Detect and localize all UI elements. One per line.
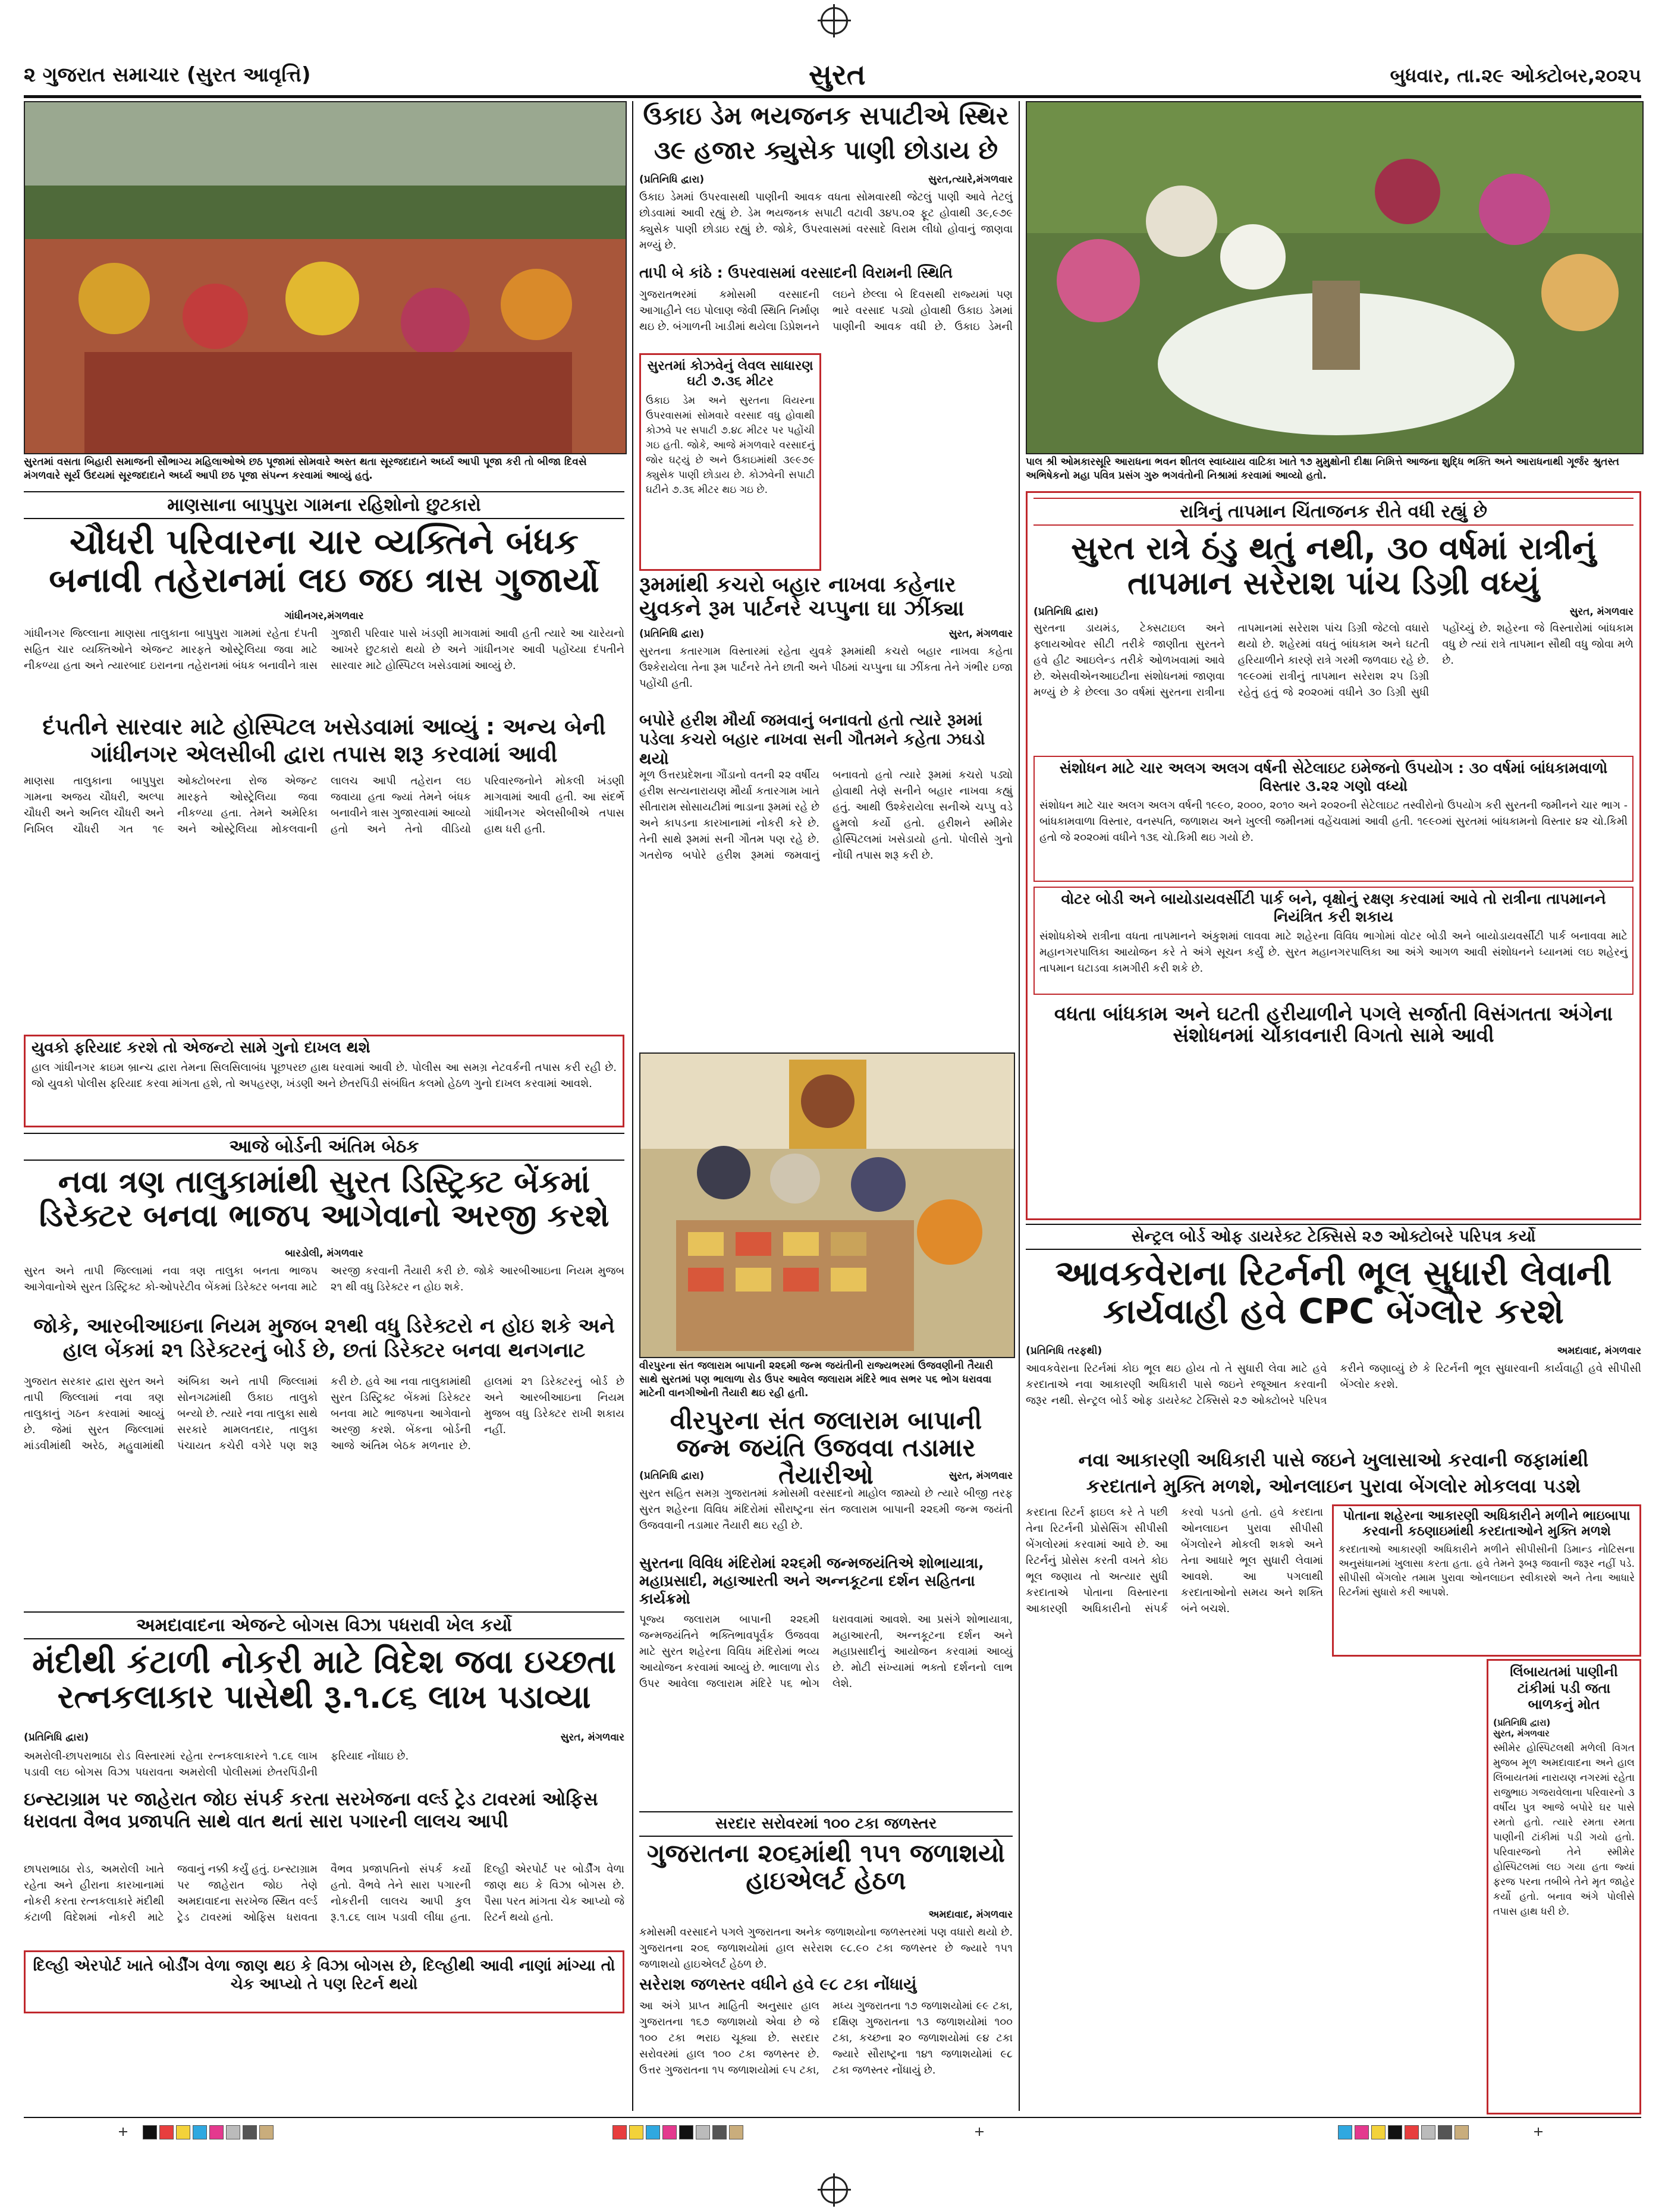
swatch xyxy=(612,2125,627,2139)
color-bar-center xyxy=(612,2125,743,2139)
chaudhary-dateline-row xyxy=(24,610,624,622)
chaudhary-subhead: દંપતીને સારવાર માટે હોસ્પિટલ ખસેડવામાં આવ્યું : અન્ય બેની ગાંધીનગર એલસીબી દ્વારા તપાસ શરૂ કરવામાં આવી xyxy=(42,714,606,767)
night-body: સુરતના ડાયમંડ, ટેક્સટાઇલ અને ફ્લાયઓવર સીટી તરીકે જાણીતા સુરતને હવે હીટ આઇલેન્ડ તરીકે ઓળખવામાં આવે છે. એસવીએનઆઇટીના સંશોધનમાં જાણવા મળ્યું છે કે છેલ્લા ૩૦ વર્ષમાં સુરતના રાત્રીના તાપમાનમાં સરેરાશ પાંચ ડિગ્રી જેટલો વધારો થયો છે. શહેરમાં વધતું બાંધકામ અને ઘટતી હરિયાળીને કારણે રાત્રે ગરમી જળવાઇ રહે છે. ૧૯૯૦માં રાત્રીનું તાપમાન સરેરાશ ૨૫ ડિગ્રી રહેતું હતું જે ૨૦૨૦માં વધીને ૩૦ ડિગ્રી સુધી પહોંચ્યું છે. શહેરના જે વિસ્તારોમાં બાંધકામ વધુ છે ત્યાં રાત્રે તાપમાન સૌથી વધુ જોવા મળે છે. xyxy=(1033,621,1633,699)
cbdt-headline: આવકવેરાના રિટર્નની ભૂલ સુધારી લેવાની કાર્યવાહી હવે CPC બેંગ્લોર કરશે xyxy=(1055,1253,1612,1331)
swatch xyxy=(1438,2125,1452,2139)
swatch xyxy=(176,2125,190,2139)
swatch xyxy=(243,2125,257,2139)
ukai-byline xyxy=(639,174,1013,186)
swatch xyxy=(629,2125,643,2139)
swatch xyxy=(259,2125,274,2139)
cbdt-byline-source: (પ્રતિનિધિ તરફથી) xyxy=(1026,1345,1102,1357)
visa-byline-source: (પ્રતિનિધિ દ્વારા) xyxy=(24,1732,89,1743)
jalaram-temple-photo xyxy=(639,1052,1015,1358)
diksha-ceremony-photo xyxy=(1026,101,1644,454)
cbdt-box-title: પોતાના શહેરના આકારણી અધિકારીને મળીને ભાઇબાપા કરવાની કઠણાઇમાંથી કરદાતાઓને મુક્તિ મળશે xyxy=(1343,1509,1631,1539)
chhath-puja-image xyxy=(25,102,626,453)
cbdt-intro: આવકવેરાના રિટર્નમાં કોઇ ભૂલ થઇ હોય તો તે સુધારી લેવા માટે હવે કરદાતાએ નવા આકારણી અધિકારી પાસે જઇને રજૂઆત કરવાની જરૂર નથી. સેન્ટ્રલ બોર્ડ ઓફ ડાયરેક્ટ ટેક્સિસે ૨૭ ઓક્ટોબરે પરિપત્ર કરીને જણાવ્યું છે કે રિટર્નની ભૂલ સુધારવાની કાર્યવાહી હવે સીપીસી બેંગ્લોર કરશે. xyxy=(1026,1362,1641,1407)
swatch xyxy=(712,2125,727,2139)
night-byline-source: (પ્રતિનિધિ દ્વારા) xyxy=(1033,605,1099,618)
cbdt-byline-place: અમદાવાદ, મંગળવાર xyxy=(1557,1345,1641,1357)
ukai-byline-place: સુરત,ત્યારે,મંગળવાર xyxy=(928,174,1013,186)
tank-byline xyxy=(1488,1717,1639,1739)
tank-byline-place: સુરત, મંગળવાર xyxy=(1493,1727,1550,1739)
swatch xyxy=(679,2125,693,2139)
chaudhary-intro: ગાંધીનગર જિલ્લાના માણસા તાલુકાના બાપુપુરા ગામમાં રહેતા દંપતી સહિત ચાર વ્યક્તિઓને એજન્ટ મારફતે ઓસ્ટ્રેલિયા જવા માટે નીકળ્યા હતા અને ત્યારબાદ ઇરાનના તહેરાનમાં બંધક બનાવીને ત્રાસ ગુજારી પરિવાર પાસે ખંડણી માગવામાં આવી હતી ત્યારે આ ચારેયનો આખરે છુટકારો થયો છે અને ગાંધીનગર આવી પહોંચ્યા દંપતીને સારવાર માટે હોસ્પિટલ ખસેડવામાં આવ્યું છે. xyxy=(24,627,624,672)
night-kicker: રાત્રિનું તાપમાન ચિંતાજનક રીતે વધી રહ્યું છે xyxy=(1033,498,1633,526)
visa-kicker: અમદાવાદના એજન્ટે બોગસ વિઝા પધરાવી ખેલ કર્યો xyxy=(24,1611,624,1639)
visa-headline: મંદીથી કંટાળી નોકરી માટે વિદેશ જવા ઇચ્છતા રત્નકલાકાર પાસેથી રૂ.૧.૮૬ લાખ પડાવ્યા xyxy=(32,1643,616,1716)
room-intro: સુરતના કતારગામ વિસ્તારમાં રહેતા યુવકે રૂમમાંથી કચરો બહાર નાખવા કહેતા ઉશ્કેરાયેલા તેના રૂમ પાર્ટનરે તેને છાતી અને પીઠમાં ચપ્પુના ઘા ઝીંકતા તેને ગંભીર ઇજા પહોંચી હતી. xyxy=(639,645,1013,690)
cbdt-subhead-1: નવા આકારણી અધિકારી પાસે જઇને ખુલાસાઓ કરવાની જફામાંથી xyxy=(1078,1449,1589,1471)
swatch xyxy=(1421,2125,1435,2139)
causeway-box-title: સુરતમાં કોઝવેનું લેવલ સાધારણ ઘટી ૭.૩૬ મીટર xyxy=(647,359,813,389)
ukai-body: ગુજરાતભરમાં કમોસમી વરસાદની આગાહીને લઇ પોલાણ જેવી સ્થિતિ નિર્માણ થઇ છે. બંગાળની ખાડીમાં થયેલા ડિપ્રેશનને લઇને છેલ્લા બે દિવસથી રાજ્યમાં પણ ભારે વરસાદ પડ્યો હોવાથી ઉકાઇ ડેમમાં પાણીની આવક વધી છે. ઉકાઇ ડેમની xyxy=(639,288,1013,333)
room-headline: રૂમમાંથી કચરો બહાર નાખવા કહેનાર યુવકને રૂમ પાર્ટનરે ચપ્પુના ઘા ઝીંક્યા xyxy=(639,573,965,621)
room-byline-source: (પ્રતિનિધિ દ્વારા) xyxy=(639,628,705,640)
cbdt-box-body: કરદાતાઓ આકારણી અધિકારીને મળીને સીપીસીની ડિમાન્ડ નોટિસના અનુસંધાનમાં ખુલાસા કરતા હતા. હવે તેમને રૂબરૂ જવાની જરૂર નહીં પડે. સીપીસી બેંગલોર તમામ પુરાવા ઓનલાઇન સ્વીકારશે અને તેના આધારે રિટર્નમાં સુધારો કરી આપશે. xyxy=(1339,1543,1635,1598)
tank-body: સ્મીમેર હોસ્પિટલથી મળેલી વિગત મુજબ મૂળ અમદાવાદના અને હાલ લિંબાયતમાં નારાયણ નગરમાં રહેતા રાજુભાઇ ગજરાવેલાના પરિવારનો ૩ વર્ષીય પુત્ર આજે બપોરે ઘર પાસે રમતો હતો. ત્યારે રમતા રમતા પાણીની ટાંકીમાં પડી ગયો હતો. પરિવારજનો તેને સ્મીમેર હોસ્પિટલમાં લઇ ગયા હતા જ્યાં ફરજ પરના તબીબે તેને મૃત જાહેર કર્યો હતો. બનાવ અંગે પોલીસે તપાસ હાથ ધરી છે. xyxy=(1493,1742,1635,1918)
visa-subhead: ઇન્સ્ટાગ્રામ પર જાહેરાત જોઇ સંપર્ક કરતા સરખેજના વર્લ્ડ ટ્રેડ ટાવરમાં ઓફિસ ધરાવતા વૈભવ પ્રજાપતિ સાથે વાત થતાં સારા પગારની લાલચ આપી xyxy=(24,1789,598,1833)
swatch xyxy=(193,2125,207,2139)
dam-subhead: સરેરાશ જળસ્તર વધીને હવે ૯૮ ટકા નોંધાયું xyxy=(639,1975,917,1994)
register-cross xyxy=(1534,2128,1543,2136)
chhath-puja-photo xyxy=(24,101,627,454)
swatch xyxy=(1388,2125,1402,2139)
page-masthead xyxy=(24,59,1641,98)
room-subhead: બપોરે હરીશ મૌર્યા જમવાનું બનાવતો હતો ત્યારે રૂમમાં પડેલા કચરો બહાર નાખવા સની ગૌતમને કહેતા ઝઘડો થયો xyxy=(639,711,985,768)
swatch xyxy=(143,2125,157,2139)
chhath-puja-caption: સુરતમાં વસતા બિહારી સમાજની સૌભાગ્ય મહિલાઓએ છઠ પૂજામાં સોમવારે અસ્ત થતા સૂરજદાદાને અર્ઘ્ય આપી પૂજા કરી તો બીજા દિવસે મંગળવારે સૂર્ય ઉદયમાં સૂરજદાદાને અર્ઘ્ય આપી છઠ પૂજા સંપન્ન કરવામાં આવ્યું હતું. xyxy=(24,456,587,482)
cbdt-byline xyxy=(1026,1345,1641,1357)
swatch xyxy=(1371,2125,1386,2139)
jalaram-body: પૂજ્ય જલારામ બાપાની ૨૨૬મી જન્મજયંતિને ભક્તિભાવપૂર્વક ઉજવવા માટે સુરત શહેરના વિવિધ મંદિરોમાં ભવ્ય આયોજન કરવામાં આવ્યું છે. ભાલાળા રોડ ઉપર આવેલા જલારામ મંદિરે ૫૬ ભોગ ધરાવવામાં આવશે. આ પ્રસંગે શોભાયાત્રા, મહાઆરતી, અન્નકૂટના દર્શન અને મહાપ્રસાદીનું આયોજન કરવામાં આવ્યું છે. મોટી સંખ્યામાં ભક્તો દર્શનનો લાભ લેશે. xyxy=(639,1613,1013,1690)
ukai-headline: ઉકાઇ ડેમ ભયજનક સપાટીએ સ્થિર xyxy=(643,101,1009,130)
column-rule xyxy=(1019,101,1020,2111)
cbdt-kicker: સેન્ટ્રલ બોર્ડ ઓફ ડાયરેક્ટ ટેક્સિસે ૨૭ ઓક્ટોબરે પરિપત્ર કર્યો xyxy=(1026,1224,1641,1250)
chaudhary-body: માણસા તાલુકાના બાપુપુરા ગામના અજય ચૌધરી, અલ્પા ચૌધરી અને અનિલ ચૌધરી અને નિખિલ ચૌધરી ગત ૧૯ ઓક્ટોબરના રોજ એજન્ટ મારફતે ઓસ્ટ્રેલિયા જવા નીકળ્યા હતા. તેમને અમેરિકા અને ઓસ્ટ્રેલિયા મોકલવાની લાલચ આપી તહેરાન લઇ જવાયા હતા જ્યાં તેમને બંધક બનાવીને ત્રાસ ગુજારવામાં આવ્યો હતો અને તેનો વીડિયો પરિવારજનોને મોકલી ખંડણી માગવામાં આવી હતી. આ સંદર્ભે ગાંધીનગર એલસીબીએ તપાસ હાથ ધરી હતી. xyxy=(24,775,624,835)
swatch xyxy=(646,2125,660,2139)
jalaram-intro: સુરત સહિત સમગ્ર ગુજરાતમાં કમોસમી વરસાદનો માહોલ જામ્યો છે ત્યારે બીજી તરફ સુરત શહેરના વિવિધ મંદિરોમાં સૌરાષ્ટ્રના સંત જલારામ બાપાની ૨૨૬મી જન્મ જયંતી ઉજવવાની તડામાર તૈયારી થઇ રહી છે. xyxy=(639,1487,1013,1532)
dam-intro: કમોસમી વરસાદને પગલે ગુજરાતના અનેક જળાશયોના જળસ્તરમાં પણ વધારો થયો છે. ગુજરાતના ૨૦૬ જળાશયોમાં હાલ સરેરાશ ૯૮.૯૦ ટકા જળસ્તર છે જ્યારે ૧૫૧ જળાશયો હાઇએલર્ટ હેઠળ છે. xyxy=(639,1926,1013,1971)
visa-body-continued xyxy=(24,2016,624,2111)
visa-sidebar-box xyxy=(24,1950,624,2013)
night-footer-headline: વધતા બાંધકામ અને ઘટતી હરીયાળીને પગલે સર્જાતી વિસંગતતા અંગેના સંશોધનમાં ચોંકાવનારી વિગતો સામે આવી xyxy=(1054,1001,1613,1047)
tank-headline: લિંબાયતમાં પાણીની ટાંકીમાં પડી જતા બાળકનું મોત xyxy=(1510,1664,1618,1713)
ukai-byline-source: (પ્રતિનિધિ દ્વારા) xyxy=(639,174,705,186)
swatch xyxy=(1454,2125,1469,2139)
diksha-caption: પાલ શ્રી ઓમકારસૂરિ આરાધના ભવન શીતલ સ્વાધ્યાય વાટિકા ખાતે ૧૭ મુમુક્ષોની દીક્ષા નિમિત્તે આજના શુદ્ધિ ભક્તિ અને આરાધનાથી ગૂર્જર શ્રુતસ્ત અભિષેકનો મહા પવિત્ર પ્રસંગ ગુરુ ભગવંતોની નિશ્રામાં કરવામાં આવ્યો હતો. xyxy=(1026,456,1620,482)
jalaram-caption: વીરપુરના સંત જલારામ બાપાની ૨૨૬મી જન્મ જયંતીની રાજ્યભરમાં ઉજવણીની તૈયારી સાથે સુરતમાં પણ ભાલાળા રોડ ઉપર આવેલ જલારામ મંદિરે ભાવ સભર ૫૬ ભોગ ધરાવવા માટેની વાનગીઓની તૈયારી થઇ રહી હતી. xyxy=(639,1360,993,1399)
cbdt-sidebar-box xyxy=(1332,1504,1641,1657)
register-cross xyxy=(975,2128,984,2136)
dam-body: આ અંગે પ્રાપ્ત માહિતી અનુસાર હાલ ગુજરાતના ૧૬૭ જળાશયો એવા છે જે ૧૦૦ ટકા ભરાઇ ચૂક્યા છે. સરદાર સરોવરમાં હાલ ૧૦૦ ટકા જળસ્તર છે. ઉત્તર ગુજરાતના ૧૫ જળાશયોમાં ૯૫ ટકા, મધ્ય ગુજરાતના ૧૭ જળાશયોમાં ૯૯ ટકા, દક્ષિણ ગુજરાતના ૧૩ જળાશયોમાં ૧૦૦ ટકા, કચ્છના ૨૦ જળાશયોમાં ૯૪ ટકા જ્યારે સૌરાષ્ટ્રના ૧૪૧ જળાશયોમાં ૯૮ ટકા જળસ્તર નોંધાયું છે. xyxy=(639,2000,1013,2076)
visa-body: છાપરાભાઠા રોડ, અમરોલી ખાતે રહેતા અને હીરાના કારખાનામાં નોકરી કરતા રત્નકલાકારે મંદીથી કંટાળી વિદેશમાં નોકરી માટે જવાનું નક્કી કર્યું હતું. ઇન્સ્ટાગ્રામ પર જાહેરાત જોઇ તેણે અમદાવાદના સરખેજ સ્થિત વર્લ્ડ ટ્રેડ ટાવરમાં ઓફિસ ધરાવતા વૈભવ પ્રજાપતિનો સંપર્ક કર્યો હતો. વૈભવે તેને સારા પગારની નોકરીની લાલચ આપી કુલ રૂ.૧.૮૬ લાખ પડાવી લીધા હતા. દિલ્હી એરપોર્ટ પર બોર્ડીંગ વેળા જાણ થઇ કે વિઝા બોગસ છે. પૈસા પરત માંગતા ચેક આપ્યો જે રિટર્ન થયો હતો. xyxy=(24,1863,624,1924)
chaudhary-box-body: હાલ ગાંધીનગર ક્રાઇમ બ્રાન્ચ દ્વારા તેમના સિલસિલાબંધ પૂછપરછ હાથ ધરવામાં આવી છે. પોલીસ આ સમગ્ર નેટવર્કની તપાસ કરી રહી છે. જો યુવકો પોલીસ ફરિયાદ કરવા માંગતા હશે, તો અપહરણ, ખંડણી અને છેતરપિંડી સંબંધિત કલમો હેઠળ ગુનો દાખલ કરવામાં આવશે. xyxy=(32,1061,617,1091)
jalaram-temple-image xyxy=(640,1054,1014,1357)
swatch xyxy=(226,2125,240,2139)
swatch xyxy=(729,2125,743,2139)
night-research-title: સંશોધન માટે ચાર અલગ અલગ વર્ષની સેટેલાઇટ ઇમેજનો ઉપયોગ : ૩૦ વર્ષમાં બાંધકામવાળો વિસ્તાર ૩.૨૨ ગણો વધ્યો xyxy=(1059,759,1608,794)
ukai-headline-line2: ૩૯ હજાર ક્યુસેક પાણી છોડાય છે xyxy=(654,136,998,165)
chaudhary-headline: ચૌધરી પરિવારના ચાર વ્યક્તિને બંધક બનાવી તહેરાનમાં લઇ જઇ ત્રાસ ગુજાર્યો xyxy=(49,521,599,600)
color-bar-left xyxy=(143,2125,274,2139)
night-solution-box xyxy=(1033,887,1633,995)
swatch xyxy=(159,2125,174,2139)
bank-intro: સુરત અને તાપી જિલ્લામાં નવા ત્રણ તાલુકા બનતા ભાજપ આગેવાનોએ સુરત ડિસ્ટ્રિક્ટ કો-ઓપરેટીવ બેંકમાં ડિરેક્ટર બનવા માટે અરજી કરવાની તૈયારી કરી છે. જોકે આરબીઆઇના નિયમ મુજબ ૨૧ થી વધુ ડિરેક્ટર ન હોઇ શકે. xyxy=(24,1265,624,1293)
night-research-body: સંશોધન માટે ચાર અલગ અલગ વર્ષની ૧૯૯૦, ૨૦૦૦, ૨૦૧૦ અને ૨૦૨૦ની સેટેલાઇટ તસ્વીરોનો ઉપયોગ કરી સુરતની જમીનને ચાર ભાગ - બાંધકામવાળા વિસ્તાર, વનસ્પતિ, જળાશય અને ખુલ્લી જમીનમાં વહેંચવામાં આવી હતી. ૧૯૯૦માં સુરતમાં બાંધકામનો વિસ્તાર ૪૨ ચો.કિમી હતો જે ૨૦૨૦માં વધીને ૧૩૬ ચો.કિમી થઇ ગયો છે. xyxy=(1039,799,1628,844)
register-cross xyxy=(119,2128,127,2136)
chaudhary-box-title: યુવકો ફરિયાદ કરશે તો એજન્ટો સામે ગુનો દાખલ થશે xyxy=(32,1039,370,1057)
bank-headline: નવા ત્રણ તાલુકામાંથી સુરત ડિસ્ટ્રિક્ટ બેંકમાં ડિરેક્ટર બનવા ભાજપ આગેવાનો અરજી કરશે xyxy=(39,1164,610,1234)
diksha-ceremony-image xyxy=(1027,102,1642,453)
column-rule xyxy=(632,101,633,2111)
visa-byline xyxy=(24,1732,624,1743)
night-byline-place: સુરત, મંગળવાર xyxy=(1569,605,1633,618)
jalaram-headline: વીરપુરના સંત જલારામ બાપાની જન્મ જયંતિ ઉજવવા તડામાર તૈયારીઓ xyxy=(670,1406,982,1490)
tank-story-box xyxy=(1487,1659,1641,2114)
color-bar-right xyxy=(1338,2125,1469,2139)
night-solution-body: સંશોધકોએ રાત્રીના વધતા તાપમાનને અંકુશમાં લાવવા માટે શહેરના વિવિધ ભાગોમાં વોટર બોડી અને બાયોડાયવર્સીટી પાર્ક બનાવવા માટે મહાનગરપાલિકા આયોજન કરે તે અંગે સૂચન કર્યું છે. સુરત મહાનગરપાલિકા આ અંગે આગળ આવી સંશોધનને ધ્યાનમાં લઇ શહેરનું તાપમાન ઘટાડવા કામગીરી કરી શકે છે. xyxy=(1039,929,1628,975)
visa-box-title: દિલ્હી એરપોર્ટ ખાતે બોર્ડીંગ વેળા જાણ થઇ કે વિઝા બોગસ છે, દિલ્હીથી આવી નાણાં માંગ્યા તો ચેક આપ્યો તે પણ રિટર્ન થયો xyxy=(33,1957,615,1994)
causeway-box-body: ઉકાઇ ડેમ અને સુરતના વિયરના ઉપરવાસમાં સોમવારે વરસાદ વધુ હોવાથી કોઝવે પર સપાટી ૭.૪૮ મીટર પર પહોંચી ગઇ હતી. જોકે, આજે મંગળવારે વરસાદનું જોર ઘટ્યું છે અને ઉકાઇમાંથી ૩૯૯૭૯ ક્યુસેક પાણી છોડાય છે. કોઝવેની સપાટી ઘટીને ૭.૩૬ મીટર થઇ ગઇ છે. xyxy=(646,394,815,496)
dam-headline: ગુજરાતના ૨૦૬માંથી ૧૫૧ જળાશયો હાઇએલર્ટ હેઠળ xyxy=(646,1839,1006,1896)
swatch xyxy=(209,2125,224,2139)
ukai-subhead: તાપી બે કાંઠે : ઉપરવાસમાં વરસાદની વિરામની સ્થિતિ xyxy=(639,264,953,281)
swatch xyxy=(1338,2125,1352,2139)
night-solution-title: વોટર બોડી અને બાયોડાયવર્સીટી પાર્ક બને, વૃક્ષોનું રક્ષણ કરવામાં આવે તો રાત્રીના તાપમાનને નિયંત્રિત કરી શકાય xyxy=(1061,890,1606,925)
top-registration-mark xyxy=(821,7,848,34)
visa-intro: અમરોલી-છાપરાભાઠા રોડ વિસ્તારમાં રહેતા રત્નકલાકારને ૧.૮૬ લાખ પડાવી લઇ બોગસ વિઝા પધરાવતા અમરોલી પોલીસમાં છેતરપિંડીની ફરિયાદ નોંધાઇ છે. xyxy=(24,1750,409,1779)
night-research-box xyxy=(1033,756,1633,882)
bank-dateline: બારડોલી, મંગળવાર xyxy=(285,1248,363,1259)
jalaram-byline-source: (પ્રતિનિધિ દ્વારા) xyxy=(639,1470,705,1482)
masthead-paper-name: ૨ ગુજરાત સમાચાર (સુરત આવૃત્તિ) xyxy=(24,63,311,87)
jalaram-byline xyxy=(639,1470,1013,1482)
dam-dateline-row xyxy=(639,1909,1013,1921)
masthead-section: સુરત xyxy=(809,58,866,92)
bank-body: ગુજરાત સરકાર દ્વારા સુરત અને તાપી જિલ્લામાં નવા ત્રણ તાલુકાનું ગઠન કરવામાં આવ્યું છે. જેમાં સુરત જિલ્લામાં માંડવીમાંથી અરેઠ, મહુવામાંથી અંબિકા અને તાપી જિલ્લામાં સોનગઢમાંથી ઉકાઇ તાલુકો બન્યો છે. ત્યારે નવા તાલુકા સાથે સરકારે મામલતદાર, તાલુકા પંચાયત કચેરી વગેરે પણ શરૂ કરી છે. હવે આ નવા તાલુકામાંથી સુરત ડિસ્ટ્રિક્ટ બેંકમાં ડિરેક્ટર બનવા માટે ભાજપના આગેવાનો અરજી કરશે. બેંકના બોર્ડની આજે અંતિમ બેઠક મળનાર છે. હાલમાં ૨૧ ડિરેક્ટરનું બોર્ડ છે અને આરબીઆઇના નિયમ મુજબ વધુ ડિરેક્ટર રાખી શકાય નહીં. xyxy=(24,1375,624,1452)
bank-dateline-row xyxy=(24,1248,624,1259)
ukai-intro: ઉકાઇ ડેમમાં ઉપરવાસથી પાણીની આવક વધતા સોમવારથી જેટલું પાણી આવે તેટલું છોડવામાં આવી રહ્યું છે. ડેમ ભયજનક સપાટી વટાવી ૩૪૫.૦૨ ફૂટ હોવાથી ૩૯,૯૭૯ ક્યુસેક પાણી છોડાઇ રહ્યું છે. જોકે, ઉપરવાસમાં વરસાદે વિરામ લીધો હોવાનું જાણવા મળ્યું છે. xyxy=(639,191,1013,252)
swatch xyxy=(696,2125,710,2139)
night-temperature-story-box xyxy=(1026,491,1641,1220)
jalaram-subhead: સુરતના વિવિધ મંદિરોમાં ૨૨૬મી જન્મજયંતિએ શોભાયાત્રા, મહાપ્રસાદી, મહાઆરતી અને અન્નકૂટના દર્શન સહિતના કાર્યક્રમો xyxy=(639,1554,984,1607)
jalaram-byline-place: સુરત, મંગળવાર xyxy=(948,1470,1013,1482)
bank-subhead: જોકે, આરબીઆઇના નિયમ મુજબ ૨૧થી વધુ ડિરેક્ટરો ન હોઇ શકે અને હાલ બેંકમાં ૨૧ ડિરેક્ટરનું બોર્ડ છે, છતાં ડિરેક્ટર બનવા થનગનાટ xyxy=(33,1314,615,1362)
room-body: મૂળ ઉત્તરપ્રદેશના ગૌંડાનો વતની ૨૨ વર્ષીય હરીશ સત્યનારાયણ મૌર્યા કતારગામ ખાતે સીતારામ સોસાયટીમાં ભાડાના રૂમમાં રહે છે અને કાપડના કારખાનામાં નોકરી કરે છે. તેની સાથે રૂમમાં સની ગૌતમ પણ રહે છે. ગતરોજ બપોરે હરીશ રૂમમાં જમવાનું બનાવતો હતો ત્યારે રૂમમાં કચરો પડ્યો હોવાથી તેણે સનીને બહાર નાખવા કહ્યું હતું. આથી ઉશ્કેરાયેલા સનીએ ચપ્પુ વડે હુમલો કર્યો હતો. હરીશને સ્મીમેર હોસ્પિટલમાં ખસેડાયો હતો. પોલીસે ગુનો નોંધી તપાસ શરૂ કરી છે. xyxy=(639,769,1013,862)
night-headline: સુરત રાત્રે ઠંડુ થતું નથી, ૩૦ વર્ષમાં રાત્રીનું તાપમાન સરેરાશ પાંચ ડિગ્રી વધ્યું xyxy=(1070,529,1596,602)
swatch xyxy=(1405,2125,1419,2139)
bottom-registration-mark xyxy=(821,2176,848,2204)
cbdt-body: કરદાતા રિટર્ન ફાઇલ કરે તે પછી તેના રિટર્નની પ્રોસેસિંગ સીપીસી બેંગલોરમાં કરવામાં આવે છે. આ રિટર્નનું પ્રોસેસ કરતી વખતે કોઇ ભૂલ જણાય તો અત્યાર સુધી કરદાતાએ પોતાના વિસ્તારના આકારણી અધિકારીનો સંપર્ક કરવો પડતો હતો. હવે કરદાતા ઓનલાઇન પુરાવા સીપીસી બેંગલોરને મોકલી શકશે અને તેના આધારે ભૂલ સુધારી લેવામાં આવશે. આ પગલાથી કરદાતાઓનો સમય અને શક્તિ બંને બચશે. xyxy=(1026,1506,1323,1615)
ukai-body-continued xyxy=(828,353,1013,567)
bottom-rule xyxy=(24,2117,1641,2118)
tank-byline-source: (પ્રતિનિધિ દ્વારા) xyxy=(1493,1717,1551,1728)
ukai-causeway-box xyxy=(639,353,821,571)
dam-kicker: સરદાર સરોવરમાં ૧૦૦ ટકા જળસ્તર xyxy=(639,1811,1013,1837)
room-byline-place: સુરત, મંગળવાર xyxy=(948,628,1013,640)
swatch xyxy=(1355,2125,1369,2139)
room-byline xyxy=(639,628,1013,640)
masthead-date: બુધવાર, તા.૨૯ ઓક્ટોબર,૨૦૨૫ xyxy=(1390,64,1641,87)
visa-byline-place: સુરત, મંગળવાર xyxy=(560,1732,624,1743)
swatch xyxy=(662,2125,677,2139)
night-byline xyxy=(1028,606,1639,618)
cbdt-body-continued xyxy=(1332,1659,1481,2111)
cbdt-subhead-2: કરદાતાને મુક્તિ મળશે, ઓનલાઇન પુરાવા બેંગલોર મોકલવા પડશે xyxy=(1086,1475,1581,1497)
chaudhary-sidebar-box xyxy=(24,1035,624,1127)
chaudhary-dateline: ગાંધીનગર,મંગળવાર xyxy=(284,610,364,622)
dam-dateline: અમદાવાદ, મંગળવાર xyxy=(928,1909,1013,1921)
bank-kicker: આજે બોર્ડની અંતિમ બેઠક xyxy=(24,1133,624,1161)
chaudhary-kicker: માણસાના બાપુપુરા ગામના રહિશોનો છુટકારો xyxy=(24,491,624,519)
